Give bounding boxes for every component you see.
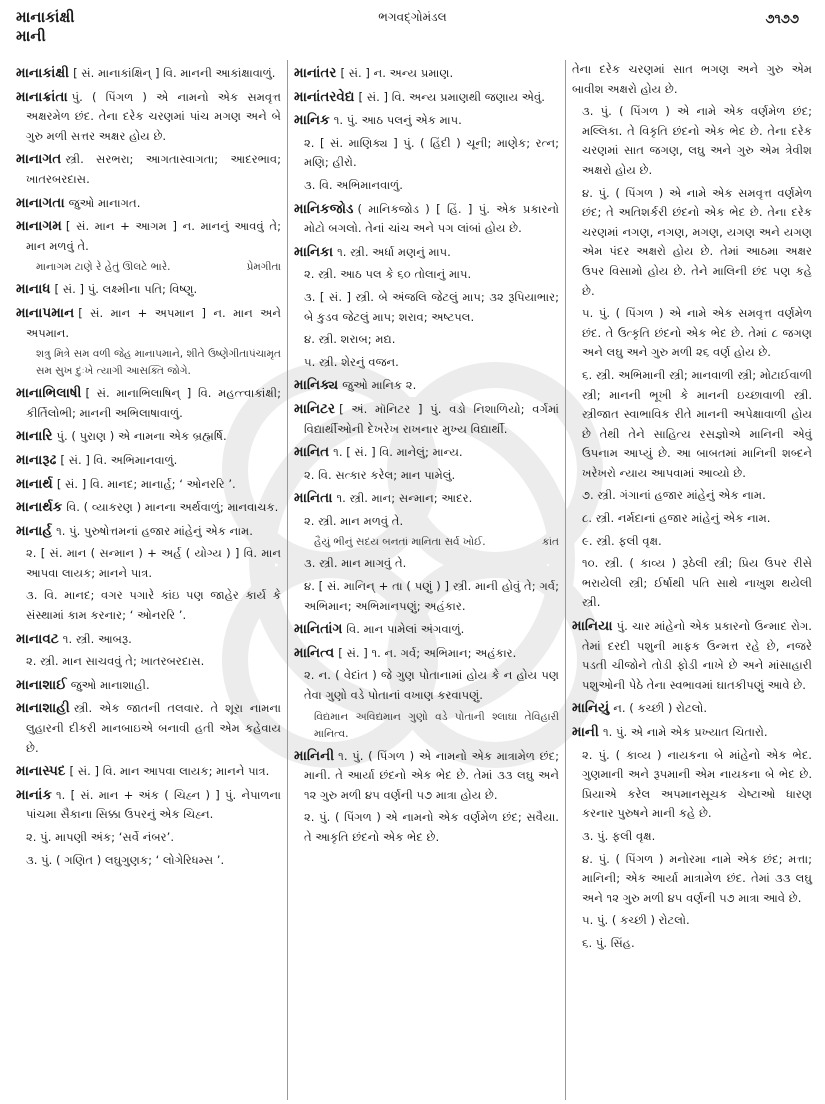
definition-text: [ સં. માનાભિલાષિન્ ] વિ. મહત્ત્વાકાંક્ષી; કીર્તિલોભી; માનની અભિલાષાવાળું. [26, 386, 281, 420]
dictionary-entry [572, 699, 812, 719]
definition-text: ૨. [ સં. માણિક્ય ] પું. ( હિંદી ) ચૂની; માણેક; રત્ન; મણિ; હીરો. [304, 135, 559, 170]
headword: માનારૂઢ [16, 451, 57, 468]
entry-sense [572, 60, 812, 99]
headword: માનિતા [294, 490, 333, 507]
headword: માનાંતર [294, 65, 337, 81]
definition-text: ૫. પું. ( પિંગળ ) એ નામે એક સમવૃત્ત વર્ણમેળ છંદ. તે ઉત્કૃતિ છંદનો એક ભેદ છે. તેમાં ૮ જગણ અને લઘુ અને ગુરુ મળી ૨૬ વર્ણ હોય છે. [582, 306, 812, 360]
dictionary-entry [16, 762, 281, 782]
entry-sense [16, 652, 281, 672]
dictionary-entry [16, 88, 281, 147]
definition-text: [ સં. ] વિ. અભિમાનવાળું. [60, 452, 178, 467]
definition-text: [ સં. માનાકાંક્ષિન્ ] વિ. માનની આકાંક્ષાવાળું. [73, 66, 276, 80]
definition-text: હૈયું ભીનું સદય બનતાં માનિતા સર્વ ખોઈ. [314, 536, 486, 549]
headword: માનાપમાન [16, 304, 75, 321]
dictionary-entry [16, 384, 281, 423]
entry-sense [572, 304, 812, 363]
definition-text: ૫. પું. ( કચ્છી ) રોટલો. [582, 913, 690, 928]
dictionary-entry [294, 88, 559, 108]
definition-text: ૧. પું. આઠ પલનું એક માપ. [333, 113, 462, 128]
quotation-source: કાંત [542, 536, 559, 549]
dictionary-entry [294, 489, 559, 509]
definition-text: [ સં. ] વિ. માન આપવા લાયક; માનને પાત્ર. [69, 764, 270, 779]
entry-sense [294, 330, 559, 350]
definition-text: ૧. પું. ( પિંગળ ) એ નામનો એક માત્રામેળ છંદ; માની. તે આર્યા છંદનો એક ભેદ છે. તેમાં ૩૩ લઘુ અને ૧૨ ગુરુ મળી ૪૫ વર્ણની ૫૭ માત્રા હોય છે. [304, 748, 559, 802]
quotation [294, 534, 559, 551]
definition-text: પું. ( પુરાણ ) એ નામના એક બ્રહ્મર્ષિ. [56, 429, 227, 444]
headword: માની [572, 724, 599, 740]
guide-word-first: માનાકાંક્ષી [16, 8, 75, 26]
entry-sense [16, 544, 281, 583]
definition-text: ૩. સ્ત્રી. માન માગવું તે. [304, 556, 407, 571]
entry-sense [572, 366, 812, 484]
headword: માનિકજોડ [294, 200, 354, 217]
quotation-source: પ્રેમગીતા [246, 261, 281, 274]
entry-sense [294, 176, 559, 196]
headword: માનિયું [572, 700, 610, 717]
entry-sense [572, 102, 812, 180]
definition-text: ૧. સ્ત્રી. માન; સન્માન; આદર. [336, 491, 473, 506]
definition-text: ૪. પું. ( પિંગળ ) મનોરમા નામે એક છંદ; મત્તા; માનિની; એક આર્યા માત્રામેળ છંદ. તેમાં ૩૩ લઘુ અને ૧૨ ગુરુ મળી ૪૫ વર્ણની ૫૭ માત્રા આવે છે. [582, 851, 812, 905]
entry-sense [16, 586, 281, 625]
headword: માનાધ [16, 281, 51, 298]
definition-text: ૧. [ સં. માન + અંક ( ચિહ્ન ) ] પું. નેપાળના પાંચમા સૈકાના સિક્કા ઉપરનું એક ચિહ્ન. [26, 787, 281, 822]
headword: માનિક [294, 112, 330, 129]
entry-sense [294, 512, 559, 532]
definition-text: [ અં. મૉનિટર ] પું. વડો નિશાળિયો; વર્ગમાં વિદ્યાર્થીઓની દેખરેખ રાખનાર મુખ્ય વિદ્યાર્થી. [304, 401, 559, 436]
headword: માનાગમ [16, 218, 62, 235]
headword: માનાવટ [16, 630, 59, 647]
definition-text: ૧. પું. એ નામે એક પ્રખ્યાત ચિતારો. [602, 725, 768, 739]
definition-text: ૧. સ્ત્રી. આબરૂ. [62, 631, 132, 646]
dictionary-entry [16, 522, 281, 542]
dictionary-entry [572, 723, 812, 743]
column-3 [566, 60, 818, 1100]
headword: માનાંતરવેદ્ય [294, 88, 355, 105]
headword: માનાશાઈ [16, 676, 67, 693]
headword: માનાશાહી [16, 700, 70, 717]
dictionary-entry [572, 617, 812, 695]
dictionary-entry [294, 443, 559, 463]
dictionary-entry [16, 475, 281, 495]
headword: માનાસ્પદ [16, 763, 66, 780]
dictionary-entry [294, 64, 559, 84]
entry-sense [294, 666, 559, 705]
definition-text: [ સં. ] ન. અન્ય પ્રમાણ. [340, 66, 454, 80]
entry-sense [572, 827, 812, 847]
book-title: ભગવદ્ગોમંડલ [378, 10, 447, 24]
page-header [0, 0, 825, 56]
quotation-source: ગીતાપંચામૃત [228, 348, 281, 361]
definition-text: ૨. સ્ત્રી. માન મળવું તે. [304, 513, 404, 528]
definition-text: ૮. સ્ત્રી. નર્મદાનાં હજાર માંહેનું એક નામ. [582, 511, 771, 526]
definition-text: ૩. વિ. માનદ; વગર પગારે કાંઇ પણ જાહેર કાર્ય કે સંસ્થામાં કામ કરનાર; ‘ ઓનરરિ ’. [26, 588, 281, 623]
definition-text: ૨. વિ. સત્કાર કરેલ; માન પામેલું. [304, 467, 456, 482]
entry-sense [572, 486, 812, 506]
definition-text: ૩. પું. ( ગણિત ) લઘુગુણક; ‘ લોગેરિધમ્સ ’. [26, 852, 225, 867]
column-2 [288, 60, 566, 1100]
dictionary-entry [16, 498, 281, 518]
dictionary-entry [16, 280, 281, 300]
headword: માનાંક [16, 786, 52, 803]
entry-sense [16, 851, 281, 871]
headword: માનારિ [16, 428, 53, 445]
definition-text: પું. ચાર માંહેનો એક પ્રકારનો ઉન્માદ રોગ. તેમાં દરદી પશુની માફક ઉન્મત્ત રહે છે, નજરે પડતી ચીજોને તોડી ફોડી નાખે છે અને માંસાહારી પશુઓની પેઠે તેના સ્વભાવમાં ઘાતકીપણું આવે છે. [582, 619, 812, 692]
definition-text: ૪. પું. ( પિંગળ ) એ નામે એક સમવૃત્ત વર્ણમેળ છંદ; તે અતિશર્કરી છંદનો એક ભેદ છે. તેના દરેક ચરણમાં નગણ, નગણ, મગણ, યગણ અને યગણ એમ પંદર અક્ષરો હોય છે. તેમાં આઠમા અક્ષર ઉપર વિસામો હોય છે. તેને માલિની છંદ પણ કહે છે. [582, 185, 812, 298]
dictionary-entry [16, 64, 281, 84]
definition-text: ૧. સ્ત્રી. અર્ધા મણનું માપ. [337, 244, 451, 259]
entry-sense [572, 509, 812, 529]
entry-sense [16, 828, 281, 848]
headword: માનાર્થક [16, 499, 63, 516]
headword: માનાગતા [16, 194, 65, 211]
headword: માનાર્હ [16, 522, 53, 539]
entry-sense [294, 288, 559, 327]
headword: માનિની [294, 747, 335, 764]
entry-sense [294, 265, 559, 285]
dictionary-entry [16, 217, 281, 256]
definition-text: ૨. સ્ત્રી. માન સાચવવું તે; ખાતરબરદાસ. [26, 654, 205, 669]
dictionary-entry [16, 630, 281, 650]
entry-sense [294, 466, 559, 486]
guide-word-last: માની [16, 27, 46, 45]
definition-text: ૬. પું. સિંહ. [582, 935, 635, 950]
definition-text: ૯. સ્ત્રી. ફલી વૃક્ષ. [582, 533, 662, 548]
column-1 [10, 60, 288, 1100]
definition-text: ૨. સ્ત્રી. આઠ પલ કે ૬૦ તોલાનું માપ. [304, 267, 472, 282]
dictionary-entry [16, 699, 281, 758]
entry-sense [294, 134, 559, 173]
dictionary-entry [294, 111, 559, 131]
entry-sense [572, 532, 812, 552]
definition-text: ૩. પું. ફલી વૃક્ષ. [582, 828, 656, 843]
dictionary-entry [294, 200, 559, 239]
dictionary-entry [294, 644, 559, 664]
definition-text: ૭. સ્ત્રી. ગંગાનાં હજાર માંહેનું એક નામ. [582, 488, 766, 503]
dictionary-entry [294, 747, 559, 806]
entry-sense [572, 184, 812, 302]
quotation [294, 709, 559, 743]
definition-text: [ સં. ] ૧. ન. ગર્વ; અભિમાન; અહંકાર. [338, 645, 517, 660]
definition-text: ૧૦. સ્ત્રી. ( કાવ્ય ) રૂઠેલી સ્ત્રી; પ્રિય ઉપર રીસે ભરાયેલી સ્ત્રી; ઈર્ષાથી પતિ સાથે નાખુશ થયેલી સ્ત્રી. [582, 556, 812, 610]
dictionary-entry [16, 676, 281, 696]
headword: માનાભિલાષી [16, 385, 82, 402]
entry-sense [294, 577, 559, 616]
entry-sense [572, 554, 812, 613]
entry-sense [294, 808, 559, 847]
definition-text: [ સં. ] પું. લક્ષ્મીના પતિ; વિષ્ણુ. [54, 282, 198, 297]
definition-text: [ સં. માન + આગમ ] ન. માનનું આવવું તે; માન મળવું તે. [26, 219, 281, 253]
headword: માનિયા [572, 618, 613, 635]
definition-text: સ્ત્રી. એક જાતની તલવાર. તે શૂરા નામના લુહારની દીકરી માનબાઇએ બનાવી હતી એમ કહેવાય છે. [26, 701, 281, 755]
definition-text: ૩. [ સં. ] સ્ત્રી. બે અંજલિ જેટલું માપ; ૩૨ રૂપિયાભાર; બે કુડવ જેટલું માપ; શરાવ; અષ્ટપલ. [304, 289, 559, 324]
headword: માનાક્રાંતા [16, 88, 68, 105]
definition-text: પું. ( પિંગળ ) એ નામનો એક સમવૃત્ત અક્ષરમેળ છંદ. તેના દરેક ચરણમાં પાંચ મગણ અને બે ગુરુ મળી સત્તર અક્ષર હોય છે. [26, 89, 281, 143]
dictionary-entry [16, 427, 281, 447]
definition-text: ૪. [ સં. માનિન્ + તા ( પણું ) ] સ્ત્રી. માની હોવું તે; ગર્વ; અભિમાન; અભિમાનપણું; અહંકાર. [304, 579, 559, 613]
headword: માનિકા [294, 243, 334, 260]
definition-text: વિ. માન પામેલાં અંગવાળું. [346, 622, 465, 637]
definition-text: ૨. પું. માપણી અંક; ‘સર્વે નંબર’. [26, 830, 175, 844]
definition-text: ૧. [ સં. ] વિ. માનેલું; માન્ય. [333, 445, 463, 460]
dictionary-entry [294, 376, 559, 396]
definition-text: [ સં. ] વિ. માનદ; માનાર્હ; ‘ ઓનરરિ ’. [56, 476, 236, 491]
definition-text: વિદ્યમાન અવિદ્યમાન ગુણો વડે પોતાની શ્લાઘા તે માનિત્વ. [314, 710, 532, 740]
definition-text: વિ. ( વ્યાકરણ ) માનના અર્થવાળું; માનવાચક. [66, 500, 279, 515]
quotation [16, 259, 281, 276]
definition-text: ૨. ન. ( વેદાંત ) જે ગુણ પોતાનામાં હોય કે ન હોય પણ તેવા ગુણો વડે પોતાનાં વખાણ કરવાપણું. [304, 668, 559, 703]
headword: માનિતાંગ [294, 621, 343, 638]
headword: માનાગત [16, 151, 62, 168]
definition-text: ૩. વિ. અભિમાનવાળું. [304, 177, 403, 192]
dictionary-entry [16, 194, 281, 214]
headword: માનિત્વ [294, 644, 335, 661]
definition-text: [ સં. ] વિ. અન્ય પ્રમાણથી જણાય એવું. [358, 89, 545, 104]
entry-sense [294, 554, 559, 574]
entry-sense [294, 353, 559, 373]
dictionary-entry [294, 620, 559, 640]
definition-text: ૪. સ્ત્રી. શરાબ; મદ્ય. [304, 332, 396, 347]
dictionary-entry [294, 400, 559, 439]
dictionary-entry [16, 451, 281, 471]
definition-text: ૨. [ સં. માન ( સન્માન ) + અર્હ ( યોગ્ય ) ] વિ. માન આપવા લાયક; માનને પાત્ર. [26, 546, 281, 580]
definition-text: ન. ( કચ્છી ) રોટલો. [613, 701, 708, 716]
definition-text: જુઓ માનિક ૨. [342, 378, 417, 393]
headword: માનાર્થ [16, 475, 53, 492]
entry-sense [572, 746, 812, 824]
definition-text: ૧. પું. પુરુષોત્તમનાં હજાર માંહેનું એક નામ. [56, 523, 253, 538]
definition-text: ૩. પું. ( પિંગળ ) એ નામે એક વર્ણમેળ છંદ; મલ્લિકા. તે વિકૃતિ છંદનો એક ભેદ છે. તેના દરેક ચરણમાં સાત જગણ, લઘુ અને ગુરુ એમ ત્રેવીશ અક્ષરો હોય છે. [582, 104, 812, 177]
dictionary-entry [16, 304, 281, 343]
definition-text: જુઓ માનાગત. [68, 195, 141, 210]
quotation [16, 346, 281, 380]
dictionary-entry [16, 150, 281, 189]
entry-sense [572, 934, 812, 954]
definition-text: [ સં. માન + અપમાન ] ન. માન અને અપમાન. [26, 305, 281, 340]
dictionary-columns [10, 60, 818, 1100]
definition-text: તેના દરેક ચરણમાં સાત ભગણ અને ગુરુ એમ બાવીશ અક્ષરો હોય છે. [572, 62, 812, 96]
definition-text: માનાગમ ટાણે રે હેતું ઊલટે ભારે. [36, 261, 171, 274]
definition-text: ૬. સ્ત્રી. અભિમાની સ્ત્રી; માનવાળી સ્ત્રી; મોટાઈવાળી સ્ત્રી; માનની ભૂખી કે માનની ઇચ્છાવાળી સ્ત્રી. સ્ત્રીજાત સ્વાભાવિક રીતે માનની અપેક્ષાવાળી હોય છે તેથી તેને સાહિત્ય રસજ્ઞોએ માનિની એવું ઉપનામ આપ્યું છે. આ બાબતમાં માનિની શબ્દને ખરેખરો ન્યાય આપવામાં આવ્યો છે. [582, 367, 812, 480]
headword: માનિત [294, 444, 330, 461]
definition-text: ૨. પું. ( કાવ્ય ) નાયકના બે માંહેનો એક ભેદ. ગુણમાની અને રૂપમાની એમ નાયકના બે ભેદ છે. પ્રિયાએ કરેલ અપમાનસૂચક ચેષ્ટાઓ ધારણ કરનાર પુરુષને માની કહે છે. [582, 747, 812, 821]
headword: માનિટર [294, 400, 336, 417]
entry-sense [572, 850, 812, 909]
definition-text: સ્ત્રી. સરભરા; આગતાસ્વાગતા; આદરભાવ; ખાતરબરદાસ. [26, 152, 281, 186]
entry-sense [572, 911, 812, 931]
headword: માનાકાંક્ષી [16, 65, 70, 81]
definition-text: ૨. પું. ( પિંગળ ) એ નામનો એક વર્ણમેળ છંદ; સવૈયા. તે આકૃતિ છંદનો એક ભેદ છે. [304, 810, 559, 844]
definition-text: શત્રુ મિત્રે સમ વળી જેહ માનાપમાને, શીતે ઉષ્ણે સમ સુખ દુઃખે ત્યાગી આસક્તિ જોગે. [36, 348, 229, 378]
definition-text: જુઓ માનાશાહી. [70, 677, 150, 692]
definition-text: ૫. સ્ત્રી. શેરનું વજન. [304, 354, 399, 369]
headword: માનિક્ય [294, 377, 339, 394]
dictionary-entry [294, 243, 559, 263]
page-number: ૭૧૭૭ [765, 12, 799, 27]
definition-text: ( માનિકજોડ ) [ હિં. ] પું. એક પ્રકારનો મોટો બગલો. તેનાં ચાંચ અને પગ લાંબાં હોય છે. [304, 201, 559, 236]
dictionary-entry [16, 786, 281, 825]
quotation-source: વિહારી [531, 710, 559, 723]
